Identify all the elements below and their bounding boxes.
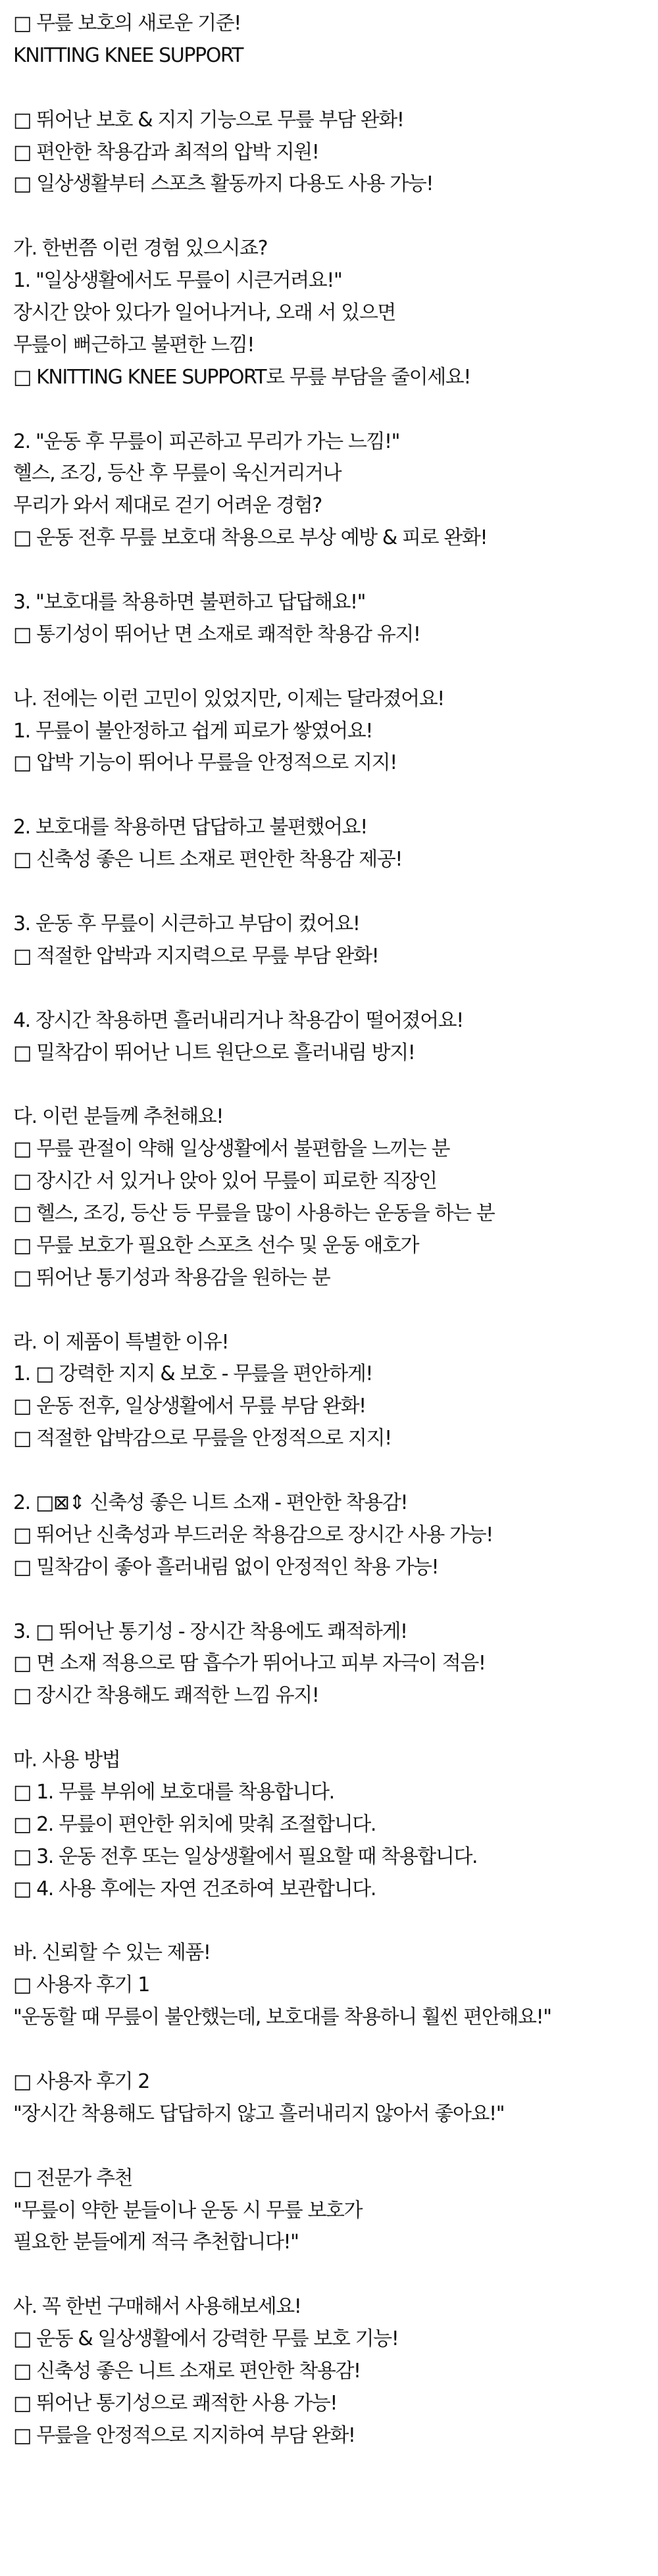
paragraph-spacer <box>13 780 658 812</box>
paragraph-spacer <box>13 1295 658 1327</box>
text-line: 1. □ 강력한 지지 & 보호 - 무릎을 편안하게! <box>13 1362 373 1386</box>
text-line: KNITTING KNEE SUPPORT <box>13 43 243 67</box>
text-line: "운동할 때 무릎이 불안했는데, 보호대를 착용하니 훨씬 편안해요!" <box>13 2006 551 2029</box>
paragraph-spacer <box>13 876 658 908</box>
paragraph-spacer <box>13 2034 658 2066</box>
text-line: "무릎이 약한 분들이나 운동 시 무릎 보호가 <box>13 2198 363 2222</box>
text-line: 1. "일상생활에서도 무릎이 시큰거려요!" <box>13 269 342 293</box>
text-line: □ 뛰어난 통기성과 착용감을 원하는 분 <box>13 1266 330 1289</box>
text-line: □ 뛰어난 통기성으로 쾌적한 사용 가능! <box>13 2391 337 2415</box>
text-line: □ 뛰어난 보호 & 지지 기능으로 무릎 부담 완화! <box>13 108 404 132</box>
text-line: 2. □⊠⇕ 신축성 좋은 니트 소재 - 편안한 착용감! <box>13 1491 408 1514</box>
text-line: □ 뛰어난 신축성과 부드러운 착용감으로 장시간 사용 가능! <box>13 1523 493 1547</box>
text-line: □ 일상생활부터 스포츠 활동까지 다용도 사용 가능! <box>13 172 433 196</box>
text-line: 2. 보호대를 착용하면 답답하고 불편했어요! <box>13 816 367 839</box>
text-line: □ 압박 기능이 뛰어나 무릎을 안정적으로 지지! <box>13 751 397 775</box>
text-line: □ 밀착감이 뛰어난 니트 원단으로 흘러내림 방지! <box>13 1041 415 1064</box>
text-line: □ 사용자 후기 2 <box>13 2070 149 2093</box>
text-line: 무릎이 뻐근하고 불편한 느낌! <box>13 333 254 357</box>
paragraph-spacer <box>13 72 658 105</box>
text-line: □ 운동 전후 무릎 보호대 착용으로 부상 예방 & 피로 완화! <box>13 526 488 550</box>
text-line: 4. 장시간 착용하면 흘러내리거나 착용감이 떨어졌어요! <box>13 1008 463 1032</box>
paragraph-spacer <box>13 2259 658 2291</box>
text-line: 1. 무릎이 불안정하고 쉽게 피로가 쌓였어요! <box>13 719 372 743</box>
paragraph-spacer <box>13 1712 658 1745</box>
text-line: □ 운동 & 일상생활에서 강력한 무릎 보호 기능! <box>13 2327 399 2351</box>
text-line: 장시간 앉아 있다가 일어나거나, 오래 서 있으면 <box>13 301 395 325</box>
paragraph-spacer <box>13 651 658 683</box>
paragraph-spacer <box>13 555 658 587</box>
text-line: □ 1. 무릎 부위에 보호대를 착용합니다. <box>13 1780 334 1804</box>
text-line: 3. "보호대를 착용하면 불편하고 답답해요!" <box>13 591 366 614</box>
text-line: □ 전문가 추천 <box>13 2166 133 2190</box>
text-line: 3. 운동 후 무릎이 시큰하고 부담이 컸어요! <box>13 912 360 935</box>
text-line: □ 3. 운동 전후 또는 일상생활에서 필요할 때 착용합니다. <box>13 1845 478 1868</box>
text-line: □ 밀착감이 좋아 흘러내림 없이 안정적인 착용 가능! <box>13 1555 439 1579</box>
text-line: □ 신축성 좋은 니트 소재로 편안한 착용감! <box>13 2360 361 2383</box>
text-line: 사. 꼭 한번 구매해서 사용해보세요! <box>13 2295 301 2319</box>
text-line: □ 2. 무릎이 편안한 위치에 맞춰 조절합니다. <box>13 1812 376 1836</box>
paragraph-spacer <box>13 2131 658 2163</box>
text-line: 라. 이 제품이 특별한 이유! <box>13 1330 229 1354</box>
text-line: □ 적절한 압박감으로 무릎을 안정적으로 지지! <box>13 1427 392 1450</box>
paragraph-spacer <box>13 394 658 426</box>
text-line: 무리가 와서 제대로 걷기 어려운 경험? <box>13 494 322 518</box>
text-line: □ 통기성이 뛰어난 면 소재로 쾌적한 착용감 유지! <box>13 622 420 646</box>
text-line: □ 장시간 착용해도 쾌적한 느낌 유지! <box>13 1684 319 1708</box>
text-line: □ 편안한 착용감과 최적의 압박 지원! <box>13 140 319 164</box>
paragraph-spacer <box>13 1584 658 1616</box>
text-line: 바. 신뢰할 수 있는 제품! <box>13 1941 211 1965</box>
paragraph-spacer <box>13 201 658 233</box>
text-line: 3. □ 뛰어난 통기성 - 장시간 착용에도 쾌적하게! <box>13 1620 407 1643</box>
text-line: 2. "운동 후 무릎이 피곤하고 무리가 가는 느낌!" <box>13 430 400 453</box>
text-line: □ 적절한 압박과 지지력으로 무릎 부담 완화! <box>13 944 379 968</box>
paragraph-spacer <box>13 1069 658 1101</box>
text-line: □ KNITTING KNEE SUPPORT로 무릎 부담을 줄이세요! <box>13 365 471 389</box>
text-line: □ 헬스, 조깅, 등산 등 무릎을 많이 사용하는 운동을 하는 분 <box>13 1201 495 1225</box>
text-line: 필요한 분들에게 적극 추천합니다!" <box>13 2231 299 2254</box>
text-line: 나. 전에는 이런 고민이 있었지만, 이제는 달라졌어요! <box>13 687 444 710</box>
paragraph-spacer <box>13 1455 658 1487</box>
paragraph-spacer <box>13 973 658 1005</box>
text-line: 마. 사용 방법 <box>13 1748 120 1772</box>
text-line: 가. 한번쯤 이런 경험 있으시죠? <box>13 237 268 260</box>
text-line: □ 면 소재 적용으로 땀 흡수가 뛰어나고 피부 자극이 적음! <box>13 1652 486 1675</box>
text-line: □ 사용자 후기 1 <box>13 1973 149 1997</box>
text-line: □ 무릎 보호의 새로운 기준! <box>13 12 241 35</box>
text-line: 헬스, 조깅, 등산 후 무릎이 욱신거리거나 <box>13 462 342 485</box>
text-line: □ 운동 전후, 일상생활에서 무릎 부담 완화! <box>13 1395 366 1418</box>
text-line: □ 무릎을 안정적으로 지지하여 부담 완화! <box>13 2423 355 2447</box>
text-line: □ 무릎 보호가 필요한 스포츠 선수 및 운동 애호가 <box>13 1233 419 1257</box>
text-line: □ 4. 사용 후에는 자연 건조하여 보관합니다. <box>13 1877 376 1900</box>
paragraph-spacer <box>13 1906 658 1938</box>
text-line: 다. 이런 분들께 추천해요! <box>13 1105 223 1129</box>
text-line: "장시간 착용해도 답답하지 않고 흘러내리지 않아서 좋아요!" <box>13 2102 505 2125</box>
text-line: □ 신축성 좋은 니트 소재로 편안한 착용감 제공! <box>13 848 402 872</box>
text-line: □ 장시간 서 있거나 앉아 있어 무릎이 피로한 직장인 <box>13 1170 437 1193</box>
text-line: □ 무릎 관절이 약해 일상생활에서 불편함을 느끼는 분 <box>13 1137 450 1161</box>
